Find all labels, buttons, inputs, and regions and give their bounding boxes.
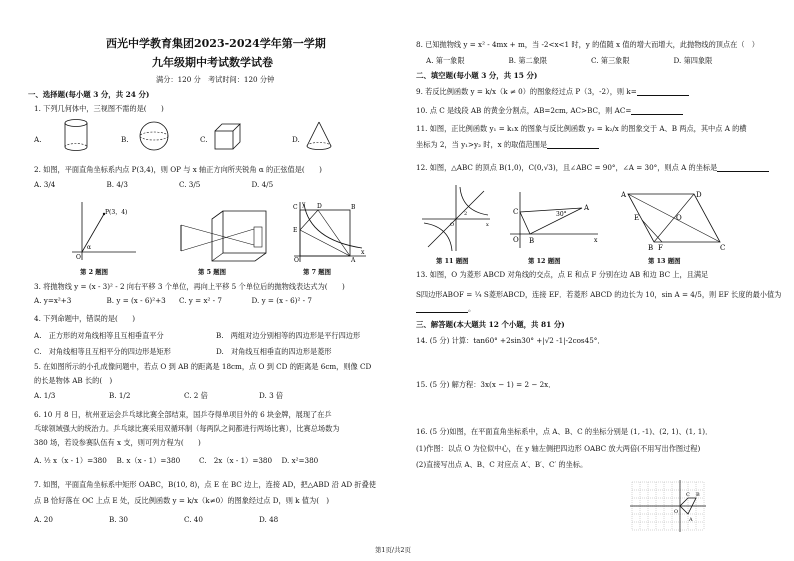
q8-option-b: B. 第二象限 (508, 56, 548, 65)
q12-text: 12. 如图，△ABC 的顶点 B(1,0)，C(0,√3)，且∠ABC = 90°，∠A = 30°，则点 A 的坐标是 (416, 163, 718, 172)
q4-option-b: B. 两组对边分别相等的四边形是平行四边形 (216, 331, 361, 340)
section-3-heading: 三、解答题(本大题共 12 个小题，共 81 分) (416, 320, 565, 329)
q16-line2: (1)作图：以点 O 为位似中心，在 y 轴左侧把四边形 OABC 放大两倍(不用写出作图过程) (416, 444, 701, 453)
svg-text:C: C (686, 492, 690, 498)
svg-text:B: B (648, 244, 654, 252)
q6-line2: 乓球领域强大的统治力。乒乓球比赛采用双循环制（每两队之间都进行两场比赛），比赛总场数为 (34, 424, 340, 433)
q8-option-a: A. 第一象限 (426, 56, 465, 65)
q3-option-b: B. y = (x - 6)²+3 (106, 296, 166, 305)
cone-figure (304, 120, 334, 152)
q7-option-a: A. 20 (34, 515, 53, 524)
q4-option-c: C. 对角线相等且互相平分的四边形是矩形 (34, 347, 171, 356)
q11-text: 坐标为 2，当 y₁>y₂ 时，x 的取值范围是 (416, 140, 548, 149)
q5-option-c: C. 2 倍 (184, 391, 208, 400)
q16-line1: 16. (5 分)如图，在平面直角坐标系中，点 A、B、C 的坐标分别是 (1, -1)、(2, 1)、(1, 1)． (416, 427, 713, 436)
q3-stem: 3. 将抛物线 y = (x - 3)² - 2 向右平移 3 个单位，再向上平移 5 个单位后的抛物线表达式为( ) (34, 282, 345, 291)
q3-options (34, 296, 324, 305)
svg-text:F: F (658, 244, 663, 252)
svg-text:C: C (720, 244, 726, 252)
fig2-caption: 第 2 题图 (80, 268, 109, 276)
svg-text:O: O (676, 214, 682, 222)
q1-option-d: D. (292, 135, 300, 144)
fig7-caption: 第 7 题图 (303, 268, 332, 276)
q7-option-c: C. 40 (184, 515, 203, 524)
fig13-caption: 第 13 题图 (648, 257, 681, 265)
q6-option-c: C. 2x（x - 1）=380 (199, 456, 273, 465)
fig5-caption: 第 5 题图 (198, 268, 227, 276)
q3-option-d: D. y = (x - 6)² - 7 (251, 296, 312, 305)
q2-option-d: D. 4/5 (251, 180, 274, 189)
q8-line1: 8. 已知抛物线 y = x² - 4mx + m，当 -2<x<1 时，y 的值随 x 值的增大而增大，此抛物线的顶点在（ ） (416, 40, 759, 49)
q9-text: 9. 若反比例函数 y = k/x（k ≠ 0）的图象经过点 P（3，-2），则 k= (416, 87, 637, 96)
svg-text:C: C (513, 208, 519, 216)
svg-text:D: D (696, 191, 702, 199)
svg-text:x: x (486, 222, 489, 228)
svg-text:x: x (594, 237, 598, 244)
exam-title: 九年级期中考试数学试卷 (152, 56, 273, 69)
q2-option-c: C. 3/5 (179, 180, 201, 189)
q13-text: S四边形ABOF = ¼ S菱形ABCD，连接 EF．若菱形 ABCD 的边长为 10，sin A = 4/5，则 EF 长度的最小值为 (416, 290, 782, 299)
q5-option-a: A. 1/3 (34, 391, 56, 400)
svg-text:A: A (689, 517, 693, 523)
fig2-coordinate-plot (68, 200, 138, 264)
q5-option-b: B. 1/2 (109, 391, 131, 400)
fig11-hyperbola-plot (420, 183, 492, 253)
q11-answer-blank[interactable] (547, 141, 599, 149)
exam-meta: 满分：120 分 考试时间：120 分钟 (156, 75, 275, 84)
svg-text:y: y (302, 201, 306, 208)
q6-option-d: D. x²=380 (281, 456, 319, 465)
fig2-point-label: P(3，4) (105, 209, 128, 216)
q13-line3 (416, 304, 475, 313)
q2-stem: 2. 如图，平面直角坐标系内点 P(3,4)，则 OP 与 x 轴正方向所夹锐角 α 的正弦值是( ) (34, 165, 322, 174)
svg-text:B: B (529, 237, 535, 245)
q5-option-d: D. 3 倍 (259, 391, 284, 400)
q7-line2: 点 B 恰好落在 OC 上点 E 处，反比例函数 y = k/x（k≠0）的图象经过点 D，则 k 值为( ) (34, 496, 329, 505)
q13-period: 。 (468, 304, 476, 313)
svg-text:O: O (674, 509, 679, 515)
q13-line2 (416, 290, 781, 299)
section-1-heading: 一、选择题(每小题 3 分，共 24 分) (28, 90, 150, 99)
q12-answer-blank[interactable] (717, 164, 769, 172)
svg-text:B: B (351, 204, 356, 211)
q4-option-a: A. 正方形的对角线相等且互相垂直平分 (34, 331, 164, 340)
school-title: 西光中学教育集团2023-2024学年第一学期 (106, 37, 326, 50)
q6-options (34, 456, 364, 465)
q2-options (34, 180, 324, 189)
q13-answer-blank[interactable] (416, 305, 468, 313)
q4-stem: 4. 下列命题中，错误的是( ) (34, 314, 136, 323)
fig12-angle-label: 30° (556, 211, 567, 218)
svg-text:O: O (294, 257, 299, 264)
q8-option-c: C. 第三象限 (591, 56, 630, 65)
svg-text:O: O (450, 222, 455, 228)
section-2-heading: 二、填空题(每小题 3 分，共 15 分) (416, 71, 538, 80)
svg-text:O: O (513, 236, 519, 244)
q5-line2: 的长是物体 AB 长的( ) (34, 376, 113, 385)
q16-line3: (2)直接写出点 A、B、C 对应点 A′、B′、C′ 的坐标。 (416, 460, 588, 469)
q9-answer-blank[interactable] (637, 88, 689, 96)
q6-line3: 380 场，若设参赛队伍有 x 支，则可列方程为( ) (34, 438, 201, 447)
q7-option-b: B. 30 (109, 515, 128, 524)
q2-option-a: A. 3/4 (34, 180, 56, 189)
fig13-rhombus (620, 188, 730, 252)
fig11-caption: 第 11 题图 (436, 257, 469, 265)
q15: 15. (5 分) 解方程：3x(x − 1) = 2 − 2x． (416, 380, 556, 389)
q11-line1: 11. 如图，正比例函数 y₁ = k₁x 的图象与反比例函数 y₂ = k₂/x 的图象交于 A、B 两点，其中点 A 的横 (416, 124, 747, 133)
svg-text:2: 2 (464, 211, 468, 217)
q10-answer-blank[interactable] (631, 107, 683, 115)
fig12-triangle-plot (508, 190, 600, 250)
svg-text:A: A (584, 204, 590, 212)
q1-stem: 1. 下列几何体中，三视图不需的是( ) (34, 104, 164, 113)
svg-text:C: C (293, 204, 298, 211)
q7-line1: 7. 如图，平面直角坐标系中矩形 OABC，B(10, 8)，点 E 在 BC 边上，连接 AD，把△ABD 沿 AD 折叠使 (34, 480, 376, 489)
q5-options (34, 391, 334, 400)
q10 (416, 106, 683, 115)
q7-options (34, 515, 334, 524)
q8-option-d: D. 第四象限 (673, 56, 713, 65)
svg-text:D: D (317, 203, 322, 210)
q13-line1: 13. 如图，O 为菱形 ABCD 对角线的交点，点 E 和点 F 分别在边 AB 和边 BC 上，且满足 (416, 270, 709, 279)
svg-text:B: B (696, 492, 700, 498)
q4-option-d: D. 对角线互相垂直的四边形是菱形 (216, 347, 332, 356)
sphere-figure (138, 120, 170, 152)
cylinder-figure (63, 118, 89, 152)
svg-text:α: α (87, 244, 92, 251)
q6-option-a: A. ½ x（x - 1）=380 (34, 456, 107, 465)
q1-option-a: A. (34, 135, 42, 144)
svg-text:O: O (76, 254, 81, 261)
q5-line1: 5. 在如图所示的小孔成像问题中，若点 O 到 AB 的距离是 18cm，点 O 到 CD 的距离是 6cm，则像 CD (34, 362, 372, 371)
fig7-rectangle-fold (290, 200, 368, 264)
cube-figure (213, 122, 243, 152)
q1-option-b: B. (121, 135, 129, 144)
q3-option-a: A. y=x²+3 (34, 296, 72, 305)
svg-text:E: E (293, 227, 298, 234)
q2-option-b: B. 4/3 (106, 180, 128, 189)
q11-line2 (416, 140, 599, 149)
q8-options (426, 56, 756, 65)
q14: 14. (5 分) 计算：tan60° +2sin30° +|√2 -1|-2cos45°． (416, 336, 605, 345)
q3-option-c: C. y = x² - 7 (179, 296, 222, 305)
q1-option-c: C. (200, 135, 208, 144)
svg-text:A: A (621, 191, 627, 199)
page-footer: 第1页/共2页 (375, 546, 411, 554)
q12 (416, 163, 769, 172)
fig5-pinhole-camera (178, 205, 270, 263)
q10-text: 10. 点 C 是线段 AB 的黄金分割点，AB=2cm, AC>BC，则 AC= (416, 106, 632, 115)
fig16-grid-plot (628, 478, 708, 534)
svg-text:x: x (361, 249, 365, 256)
q6-line1: 6. 10 月 8 日，杭州亚运会乒乓球比赛全部结束，国乒夺得单项目外的 6 块金牌，展现了在乒 (34, 410, 332, 419)
fig12-caption: 第 12 题图 (528, 257, 561, 265)
q7-option-d: D. 48 (259, 515, 279, 524)
svg-text:A: A (351, 257, 356, 264)
q9 (416, 87, 689, 96)
svg-text:E: E (634, 214, 640, 222)
q6-option-b: B. x（x - 1）=380 (116, 456, 181, 465)
